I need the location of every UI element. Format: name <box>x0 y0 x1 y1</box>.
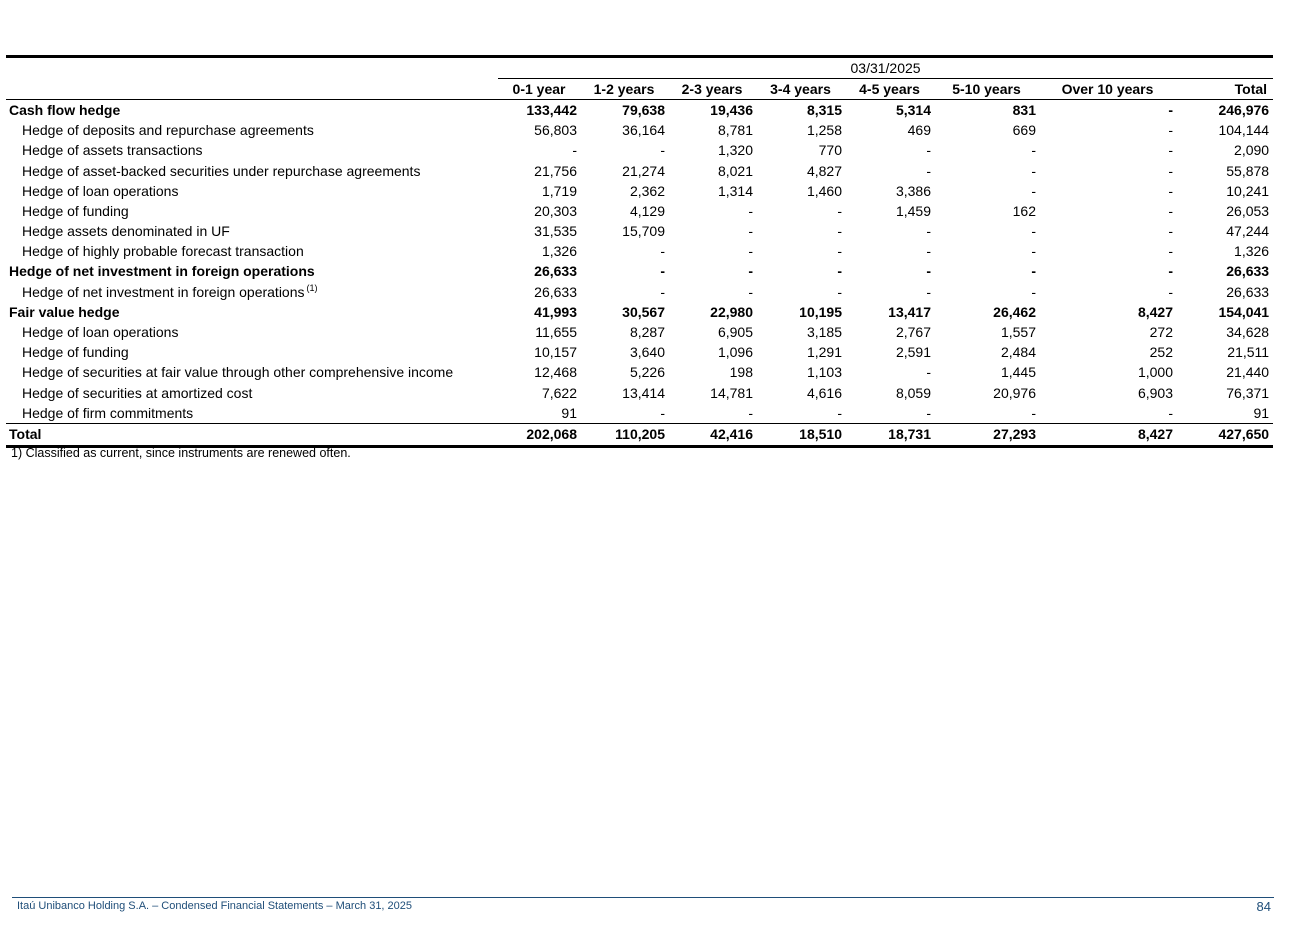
table-row <box>6 383 1273 403</box>
column-header-row <box>6 79 1273 100</box>
row-label-text: Hedge of net investment in foreign operations <box>22 283 305 300</box>
row-label-text: Hedge of funding <box>22 344 129 361</box>
cell-value: - <box>748 263 753 280</box>
row-label-text: Hedge assets denominated in UF <box>22 223 230 240</box>
cell-value: 2,591 <box>895 344 931 361</box>
row-label-text: Hedge of highly probable forecast transaction <box>22 243 304 260</box>
cell-value: - <box>668 403 756 424</box>
cell-value: 76,371 <box>1226 384 1270 401</box>
row-label <box>6 403 498 424</box>
col-header-total: Total <box>1176 79 1273 100</box>
row-label-text: Cash flow hedge <box>9 101 121 118</box>
cell-value: 18,731 <box>845 424 934 446</box>
table-row <box>6 141 1273 161</box>
cell-value: 3,185 <box>806 324 842 341</box>
cell-value: 13,414 <box>622 384 665 401</box>
cell-value: 1,459 <box>895 202 931 219</box>
cell-value: - <box>756 403 845 424</box>
cell-value: - <box>748 223 753 240</box>
row-label-text: Hedge of firm commitments <box>22 404 194 421</box>
cell-value: 272 <box>1149 324 1173 341</box>
cell-value: - <box>837 283 842 300</box>
cell-value: 27,293 <box>934 424 1039 446</box>
cell-value: 4,616 <box>806 384 842 401</box>
cell-value: 133,442 <box>526 101 577 118</box>
cell-value: 15,709 <box>622 223 665 240</box>
cell-value: - <box>660 243 665 260</box>
table-row <box>6 282 1273 302</box>
cell-value: 26,633 <box>534 283 577 300</box>
table-row <box>6 181 1273 201</box>
cell-value: 669 <box>1012 122 1036 139</box>
col-header-4-5-years: 4-5 years <box>845 79 934 100</box>
cell-value: - <box>926 364 931 381</box>
cell-value: - <box>1168 122 1173 139</box>
cell-value: - <box>926 142 931 159</box>
table-row <box>6 242 1273 262</box>
cell-value: 30,567 <box>622 303 665 320</box>
cell-value: 1,291 <box>806 344 842 361</box>
cell-value: 1,314 <box>717 182 753 199</box>
cell-value: 20,976 <box>993 384 1036 401</box>
cell-value: - <box>1168 142 1173 159</box>
row-label <box>6 242 498 262</box>
cell-value: - <box>748 243 753 260</box>
cell-value: 21,511 <box>1227 344 1270 361</box>
col-header-over-10-years: Over 10 years <box>1039 79 1176 100</box>
cell-value: 198 <box>729 364 753 381</box>
row-label-text: Hedge of asset-backed securities under repurchase agreements <box>22 162 421 179</box>
cell-value: 252 <box>1149 344 1173 361</box>
cell-value: - <box>926 223 931 240</box>
cell-value: - <box>660 142 665 159</box>
cell-value: 2,767 <box>895 324 931 341</box>
cell-value: - <box>1168 263 1173 280</box>
cell-value: - <box>1168 243 1173 260</box>
cell-value: 19,436 <box>710 101 753 118</box>
cell-value: 47,244 <box>1226 223 1270 240</box>
cell-value: 8,059 <box>895 384 931 401</box>
row-label <box>6 262 498 282</box>
cell-value: 8,427 <box>1039 424 1176 446</box>
cell-value: 1,557 <box>1000 324 1036 341</box>
cell-value: 6,903 <box>1137 384 1173 401</box>
cell-value: - <box>837 263 842 280</box>
cell-value: 3,640 <box>629 344 665 361</box>
row-label <box>6 201 498 221</box>
cell-value: 1,326 <box>541 243 577 260</box>
row-label <box>6 282 498 302</box>
cell-value: 36,164 <box>622 122 665 139</box>
cell-value: - <box>1168 223 1173 240</box>
cell-value: 10,157 <box>534 344 577 361</box>
col-header-3-4-years: 3-4 years <box>756 79 845 100</box>
cell-value: - <box>660 283 665 300</box>
footnote-marker: (1) <box>306 282 318 293</box>
cell-value: 770 <box>818 142 842 159</box>
table-row <box>6 363 1273 383</box>
table-row <box>6 403 1273 424</box>
cell-value: 12,468 <box>534 364 577 381</box>
cell-value: 11,655 <box>535 324 577 341</box>
cell-value: 21,756 <box>534 162 577 179</box>
cell-value: 104,144 <box>1218 122 1270 139</box>
cell-value: - <box>1031 182 1036 199</box>
cell-value: 31,535 <box>534 223 577 240</box>
cell-value: 8,781 <box>717 122 753 139</box>
row-label <box>6 383 498 403</box>
cell-value: 5,226 <box>629 364 665 381</box>
cell-value: 21,274 <box>622 162 665 179</box>
cell-value: 20,303 <box>534 202 577 219</box>
col-header-0-1-year: 0-1 year <box>498 79 580 100</box>
cell-value: 26,633 <box>1226 263 1270 280</box>
cell-value: - <box>837 243 842 260</box>
cell-value: 4,827 <box>806 162 842 179</box>
col-header-5-10-years: 5-10 years <box>934 79 1039 100</box>
table-row <box>6 302 1273 322</box>
col-header-1-2-years: 1-2 years <box>580 79 668 100</box>
cell-value: - <box>1168 101 1173 118</box>
cell-value: 427,650 <box>1176 424 1273 446</box>
cell-value: 1,445 <box>1000 364 1036 381</box>
cell-value: 6,905 <box>717 324 753 341</box>
row-label-text: Hedge of net investment in foreign operations <box>9 263 315 280</box>
row-label <box>6 302 498 322</box>
row-label <box>6 161 498 181</box>
cell-value: 1,096 <box>717 344 753 361</box>
row-label-text: Hedge of securities at amortized cost <box>22 384 253 401</box>
row-label <box>6 181 498 201</box>
table-body <box>6 100 1273 446</box>
table-row <box>6 161 1273 181</box>
cell-value: - <box>1031 223 1036 240</box>
cell-value: 202,068 <box>498 424 580 446</box>
footer-text: Itaú Unibanco Holding S.A. – Condensed Financial Statements – March 31, 2025 <box>17 900 413 912</box>
row-label <box>6 343 498 363</box>
table-row <box>6 343 1273 363</box>
row-label <box>6 121 498 141</box>
cell-value: - <box>1039 403 1176 424</box>
cell-value: - <box>926 162 931 179</box>
cell-value: 26,053 <box>1226 202 1270 219</box>
cell-value: - <box>1031 263 1036 280</box>
cell-value: 1,103 <box>806 364 842 381</box>
table-row <box>6 262 1273 282</box>
cell-value: 56,803 <box>534 122 577 139</box>
cell-value: - <box>580 403 668 424</box>
row-label-text: Hedge of assets transactions <box>22 142 203 159</box>
row-label <box>6 222 498 242</box>
cell-value: 8,427 <box>1137 303 1173 320</box>
row-label-text: Hedge of funding <box>22 202 129 219</box>
row-label-text: Hedge of deposits and repurchase agreements <box>22 122 314 139</box>
row-label-text: Hedge of loan operations <box>22 182 179 199</box>
cell-value: 3,386 <box>895 182 931 199</box>
cell-value: - <box>572 142 577 159</box>
cell-value: 13,417 <box>888 303 931 320</box>
hedge-maturity-table <box>6 58 1273 448</box>
cell-value: 2,362 <box>629 182 665 199</box>
cell-value: 5,314 <box>895 101 931 118</box>
cell-value: 91 <box>498 403 580 424</box>
cell-value: - <box>926 243 931 260</box>
cell-value: 2,090 <box>1234 142 1270 159</box>
row-label <box>6 424 498 446</box>
cell-value: - <box>1168 283 1173 300</box>
cell-value: 91 <box>1176 403 1273 424</box>
cell-value: 1,460 <box>806 182 842 199</box>
cell-value: 26,633 <box>1226 283 1270 300</box>
cell-value: 1,326 <box>1234 243 1270 260</box>
cell-value: 26,462 <box>993 303 1036 320</box>
cell-value: 10,195 <box>799 303 842 320</box>
row-label <box>6 363 498 383</box>
cell-value: - <box>1168 202 1173 219</box>
cell-value: 21,440 <box>1226 364 1270 381</box>
cell-value: 26,633 <box>534 263 577 280</box>
cell-value: 1,320 <box>717 142 753 159</box>
cell-value: - <box>1168 162 1173 179</box>
cell-value: 55,878 <box>1226 162 1270 179</box>
table-row <box>6 121 1273 141</box>
cell-value: 34,628 <box>1226 324 1270 341</box>
cell-value: 469 <box>907 122 931 139</box>
row-label-text: Fair value hedge <box>9 303 120 320</box>
total-row <box>6 424 1273 446</box>
cell-value: 41,993 <box>534 303 577 320</box>
cell-value: 7,622 <box>541 384 577 401</box>
cell-value: 42,416 <box>668 424 756 446</box>
cell-value: 162 <box>1012 202 1036 219</box>
cell-value: 2,484 <box>1000 344 1036 361</box>
row-label <box>6 141 498 161</box>
row-label <box>6 322 498 342</box>
cell-value: - <box>1168 182 1173 199</box>
cell-value: 110,205 <box>580 424 668 446</box>
row-label-text: Total <box>9 425 42 442</box>
cell-value: - <box>660 263 665 280</box>
cell-value: 8,021 <box>717 162 753 179</box>
hedge-maturity-table-container <box>6 55 1273 448</box>
row-label-text: Hedge of loan operations <box>22 324 179 341</box>
cell-value: - <box>1031 283 1036 300</box>
table-row <box>6 201 1273 221</box>
cell-value: 4,129 <box>629 202 665 219</box>
cell-value: 22,980 <box>710 303 753 320</box>
cell-value: 1,000 <box>1137 364 1173 381</box>
cell-value: - <box>837 223 842 240</box>
cell-value: 8,315 <box>806 101 842 118</box>
cell-value: 831 <box>1012 101 1036 118</box>
table-row <box>6 222 1273 242</box>
row-label <box>6 100 498 121</box>
cell-value: 1,719 <box>541 182 577 199</box>
cell-value: - <box>748 283 753 300</box>
cell-value: - <box>934 403 1039 424</box>
cell-value: - <box>1031 162 1036 179</box>
date-header: 03/31/2025 <box>498 58 1273 79</box>
footer-rule <box>12 897 1274 898</box>
cell-value: - <box>837 202 842 219</box>
cell-value: 79,638 <box>622 101 665 118</box>
cell-value: - <box>926 263 931 280</box>
footnote: 1) Classified as current, since instruments are renewed often. <box>11 446 351 460</box>
cell-value: 10,241 <box>1226 182 1270 199</box>
cell-value: 246,976 <box>1218 101 1270 118</box>
cell-value: 154,041 <box>1218 303 1270 320</box>
cell-value: 18,510 <box>756 424 845 446</box>
cell-value: - <box>1031 243 1036 260</box>
cell-value: - <box>845 403 934 424</box>
cell-value: - <box>1031 142 1036 159</box>
table-row <box>6 100 1273 121</box>
page-number: 84 <box>1256 899 1271 914</box>
date-header-row <box>6 58 1273 79</box>
cell-value: 8,287 <box>629 324 665 341</box>
table-row <box>6 322 1273 342</box>
col-header-2-3-years: 2-3 years <box>668 79 756 100</box>
cell-value: - <box>748 202 753 219</box>
cell-value: 14,781 <box>710 384 753 401</box>
cell-value: - <box>926 283 931 300</box>
cell-value: 1,258 <box>806 122 842 139</box>
row-label-text: Hedge of securities at fair value through other comprehensive income <box>22 364 454 381</box>
